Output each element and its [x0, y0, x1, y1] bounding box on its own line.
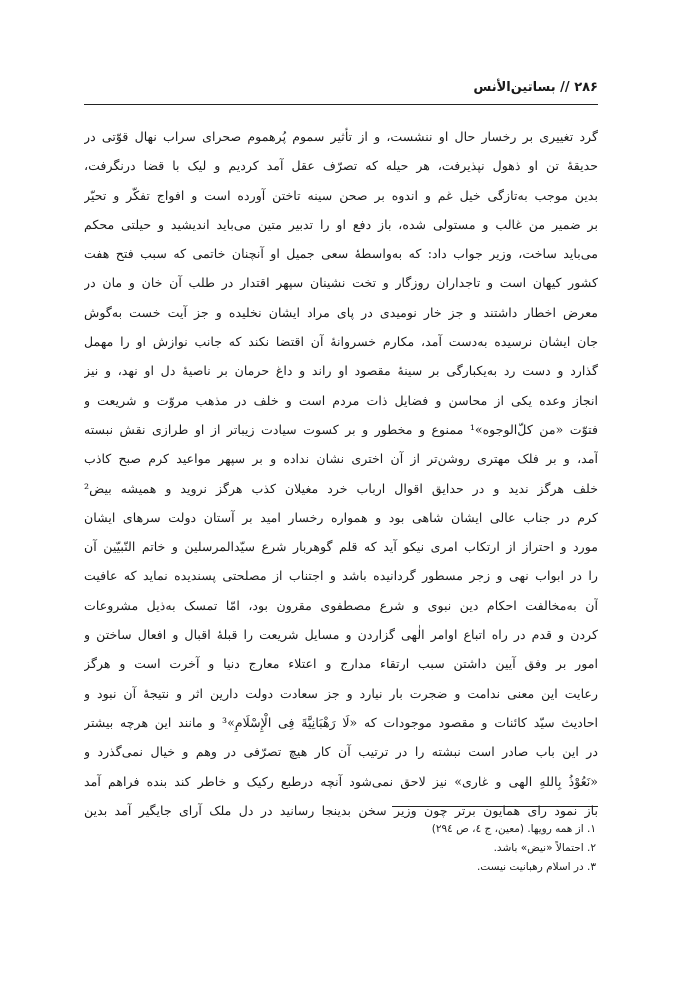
footnote-rule	[392, 806, 598, 807]
footnote-2: ۲. احتمالاً «نیض» باشد.	[493, 842, 596, 854]
book-title: بساتین‌الأنس	[473, 80, 556, 95]
text-line: گرد تغییری بر رخسار حال او ننشست، و از تأثیر سموم پُرهموم صحرای سراب نهال قوّتی در	[84, 129, 598, 144]
text-line: جان ایشان نرسیده به‌دست آمد، مکارم خسروانهٔ آن اقتضا نکند که جانب نوازش او را مهمل	[84, 334, 598, 350]
footnotes	[84, 820, 596, 877]
text-line: آن به‌مخالفت احکام دین نبوی و شرع مصطفوی مقرون بود، امّا تمسک به‌ذیل مشروعات	[84, 597, 598, 613]
text-line: بر ضمیر من غالب و مستولی شده، باز دفع او را تدبیر متین می‌باید اندیشید و حیلتی محکم	[84, 216, 598, 232]
text-line: در این باب صادر است نبشته را در ترتیب آن کار هیچ تصرّفی در وهم و خیال نمی‌گذرد و	[84, 744, 598, 760]
text-line: بدین موجب به‌تازگی خیل غم و اندوه بر صحن سینه تاختن آورده است و افواج تفکّر و تحیّر	[84, 187, 598, 203]
text-line: می‌باید ساخت، وزیر جواب داد: که به‌واسطهٔ سعی جمیل او آنچنان خاتمی که سبب فتح هفت	[84, 246, 598, 262]
text-line: فتوّت «من کلّ‌الوجوه»¹ ممنوع و مخطور و بر کسوت سیادت زیباتر از او طرازی نقش نبسته	[84, 421, 598, 437]
page-number: ۲۸۶	[574, 80, 598, 95]
text-line: معرض اخطار داشتند و جز خار نومیدی در پای مراد ایشان نخلیده و جز آیت خست به‌گوش	[84, 304, 598, 320]
text-line: انجاز وعده یکی از محاسن و فضایل ذات مردم است و خلف در مذهب مروّت و شریعت و	[84, 392, 598, 408]
text-line: گذارد و دست رد به‌یکبارگی بر سینهٔ مقصود او راند و داغ حرمان بر ناصیهٔ دل او نهد، و نیز	[84, 363, 598, 379]
text-line: رعایت این معنی ندامت و ضجرت بار نیارد و جز سعادت دولت دارین اثر و نتیجهٔ آن نبود و	[84, 685, 598, 701]
text-line: امور بر وفق آیین داشتن سبب ارتقاء مدارج و اعتلاء معارج دنیا و آخرت است و هرگز	[84, 656, 598, 672]
footnote-1: ۱. از همه رویها. (معین، ج ٤، ص ٢٩٤)	[431, 823, 596, 835]
header-rule	[84, 104, 598, 105]
text-line: «نَعُوْذُ بِاللهِ الهی و غاری» نیز لاحق نمی‌شود آنچه درطبع رکیک و خاطر کند بنده فراهم آمد	[84, 773, 598, 789]
text-line: خلف هرگز ندید و در حدایق اقوال ارباب خرد مغیلان کذب هرگز نروید و همیشه بیض²	[84, 480, 598, 496]
text-line: مورد و احتراز از ارتکاب امری نیکو آید که قلم گوهربار شرع سیّدالمرسلین و خاتم النّبیّین آن	[84, 539, 598, 555]
text-line: کردن و قدم در راه اتباع اوامر الٰهی گزاردن و مسایل شریعت را قبلهٔ اقبال و افعال ساختن و	[84, 627, 598, 643]
footnote-3: ۳. در اسلام رهبانیت نیست.	[476, 861, 596, 873]
header-separator: //	[555, 80, 575, 95]
text-line: آمد، و بر فلک مهتری روشن‌تر از آن اختری نشان نداده و بر سپهر مواعید کرم صبح کاذب	[84, 451, 598, 467]
text-line: را در ابواب نهی و زجر مسطور گردانیده باشد و اجتناب از مصلحتی پسندیده نماید که عافیت	[84, 568, 598, 584]
text-line: کشور کیهان است و تاجداران روزگار و تخت نشینان سپهر اقتدار در طلب آن خان و مان در	[84, 275, 598, 291]
text-line: کرم در جناب عالی ایشان شاهی بود و همواره رخسار امید بر آستان دولت سرهای ایشان	[84, 509, 598, 525]
body-text	[84, 122, 598, 825]
text-line: باز نمود رای همایون برتر چون وزیر سخن بدینجا رسانید در دل ملک آرای جایگیر آمد بدین	[84, 802, 598, 818]
text-line: احادیث سیّد کائنات و مقصود موجودات که «لَا رَهْبَانِیَّةَ فِی الْإِسْلَامِ»³ و مانند این هرچه بیشتر	[84, 714, 598, 730]
text-line: حدیقهٔ تن او ذهول نپذیرفت، هر حیله که تصرّف عقل آمد کردیم و لیک با قضا درنگرفت،	[84, 158, 598, 174]
running-header	[84, 80, 598, 100]
